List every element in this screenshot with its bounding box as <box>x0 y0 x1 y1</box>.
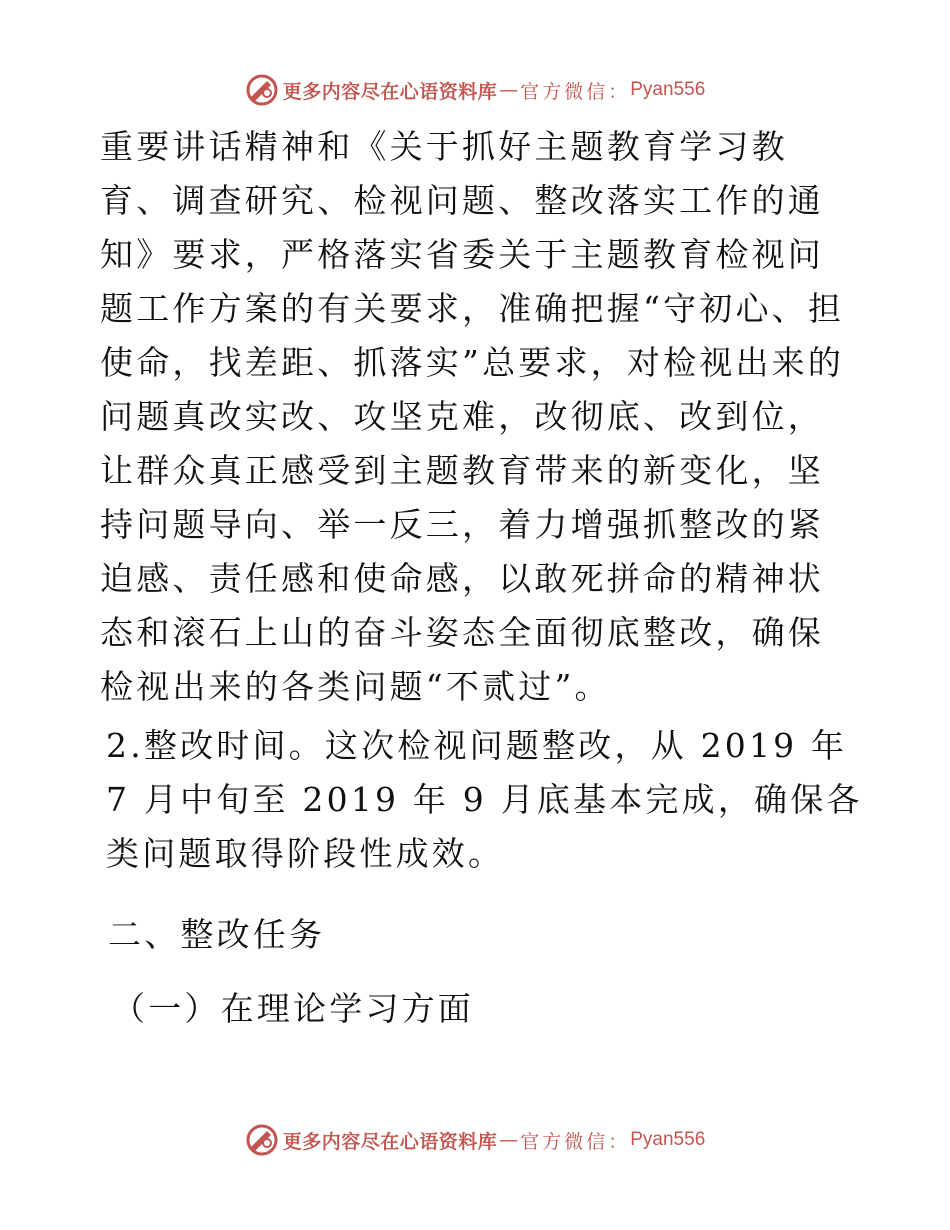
subsection-heading: （一）在理论学习方面 <box>112 989 474 1028</box>
red-logo-icon <box>245 1123 279 1157</box>
watermark-separator: — <box>499 79 519 101</box>
body-paragraph: 2.整改时间。这次检视问题整改，从 2019 年 7 月中旬至 2019 年 9 月底基本完成，确保各类问题取得阶段性成效。 <box>106 726 863 873</box>
watermark-official-label: 官方微信： <box>520 80 631 103</box>
footer-watermark <box>0 1120 950 1160</box>
watermark-wechat-id: Pyan556 <box>630 1129 706 1150</box>
red-logo-icon <box>245 73 279 107</box>
body-paragraph: 重要讲话精神和《关于抓好主题教育学习教育、调查研究、检视问题、整改落实工作的通知》要求，严格落实省委关于主题教育检视问题工作方案的有关要求，准确把握“守初心、担使命，找差距、抓落实”总要求，对检视出来的问题真改实改、攻坚克难，改彻底、改到位，让群众真正感受到主题教育带来的新变化，坚持问题导向、举一反三，着力增强抓整改的紧迫感、责任感和使命感，以敢死拼命的精神状态和滚石上山的奋斗姿态全面彻底整改，确保检视出来的各类问题“不贰过”。 <box>100 127 845 706</box>
watermark-brand: 更多内容尽在心语资料库 <box>282 80 498 103</box>
section-heading: 二、整改任务 <box>108 915 326 954</box>
watermark-wechat-id: Pyan556 <box>630 79 706 100</box>
watermark-brand: 更多内容尽在心语资料库 <box>282 1130 498 1153</box>
header-watermark <box>0 70 950 110</box>
watermark-official-label: 官方微信： <box>520 1130 631 1153</box>
watermark-separator: — <box>499 1129 519 1151</box>
